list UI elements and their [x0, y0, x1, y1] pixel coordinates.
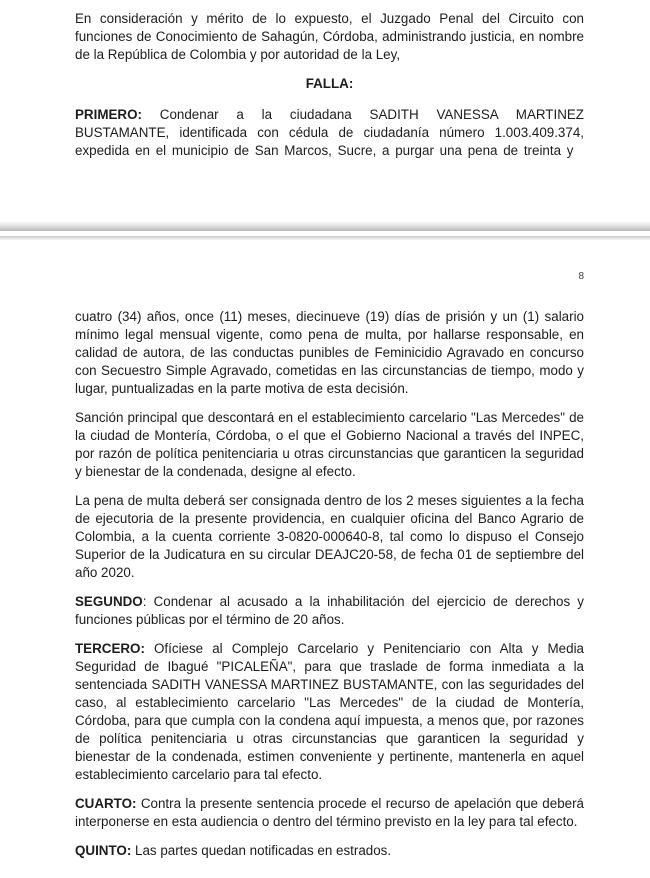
falla-heading: FALLA:: [305, 76, 354, 91]
document-page-previous: [0, 0, 650, 231]
document-page-8: [0, 271, 650, 860]
tercero-label: TERCERO:: [75, 641, 145, 656]
cuarto-paragraph: [75, 795, 584, 831]
primero-label: PRIMERO:: [75, 107, 142, 122]
sancion-paragraph: Sanción principal que descontará en el establecimiento carcelario "Las Mercedes" de la ciudad de Montería, Córdoba, o el que el Gobierno Nacional a través del INPEC, por razón de política penitenciaria u otras circunstancias que garanticen la seguridad y bienestar de la condenada, designe al efecto.: [75, 410, 584, 479]
tercero-paragraph: [75, 640, 584, 784]
segundo-paragraph: [75, 593, 584, 629]
sentence-continuation-paragraph: cuatro (34) años, once (11) meses, diecinueve (19) días de prisión y un (1) salario mínimo legal mensual vigente, como pena de multa, por hallarse responsable, en calidad de autora, de las conductas punibles de Feminicidio Agravado en concurso con Secuestro Simple Agravado, cometidas en las circunstancias de tiempo, modo y lugar, puntualizadas en la parte motiva de esta decisión.: [75, 309, 584, 396]
page-top-edge: [0, 236, 650, 240]
quinto-label: QUINTO:: [75, 843, 132, 858]
primero-paragraph: [75, 106, 584, 160]
page-bottom-shadow: [0, 221, 650, 231]
intro-paragraph: En consideración y mérito de lo expuesto, el Juzgado Penal del Circuito con funciones de Conocimiento de Sahagún, Córdoba, administrando justicia, en nombre de la República de Colombia y por autoridad de la Ley,: [75, 11, 584, 62]
quinto-text: Las partes quedan notificadas en estrados.: [131, 843, 392, 858]
quinto-paragraph: [75, 842, 584, 860]
primero-text: Condenar a la ciudadana SADITH VANESSA MARTINEZ BUSTAMANTE, identificada con cédula de ciudadanía número 1.003.409.374, expedida en el municipio de San Marcos, Sucre, a purgar una pena de treinta y: [75, 107, 584, 158]
multa-paragraph: La pena de multa deberá ser consignada dentro de los 2 meses siguientes a la fecha de ejecutoria de la presente providencia, en cualquier oficina del Banco Agrario de Colombia, a la cuenta corriente 3-0820-000640-8, tal como lo dispuso el Consejo Superior de la Judicatura en su circular DEAJC20-58, de fecha 01 de septiembre del año 2020.: [75, 493, 584, 580]
segundo-label: SEGUNDO: [75, 594, 143, 609]
tercero-text: Ofíciese al Complejo Carcelario y Penitenciario con Alta y Media Seguridad de Ibagué "PICALEÑA", para que traslade de forma inmediata a la sentenciada SADITH VANESSA MARTINEZ BUSTAMANTE, con las seguridades del caso, al establecimiento carcelario "Las Mercedes" de la ciudad de Montería, Córdoba, para que cumpla con la condena aquí impuesta, a menos que, por razones de política penitenciaria u otras circunstancias que garanticen la seguridad y bienestar de la condenada, estimen conveniente y pertinente, mantenerla en aquel establecimiento carcelario para tal efecto.: [75, 641, 584, 782]
cuarto-label: CUARTO:: [75, 796, 137, 811]
cuarto-text: Contra la presente sentencia procede el recurso de apelación que deberá interponerse en esta audiencia o dentro del término previsto en la ley para tal efecto.: [75, 796, 584, 829]
page-number: 8: [578, 271, 584, 282]
segundo-text: : Condenar al acusado a la inhabilitación del ejercicio de derechos y funciones públicas por el término de 20 años.: [75, 594, 584, 627]
